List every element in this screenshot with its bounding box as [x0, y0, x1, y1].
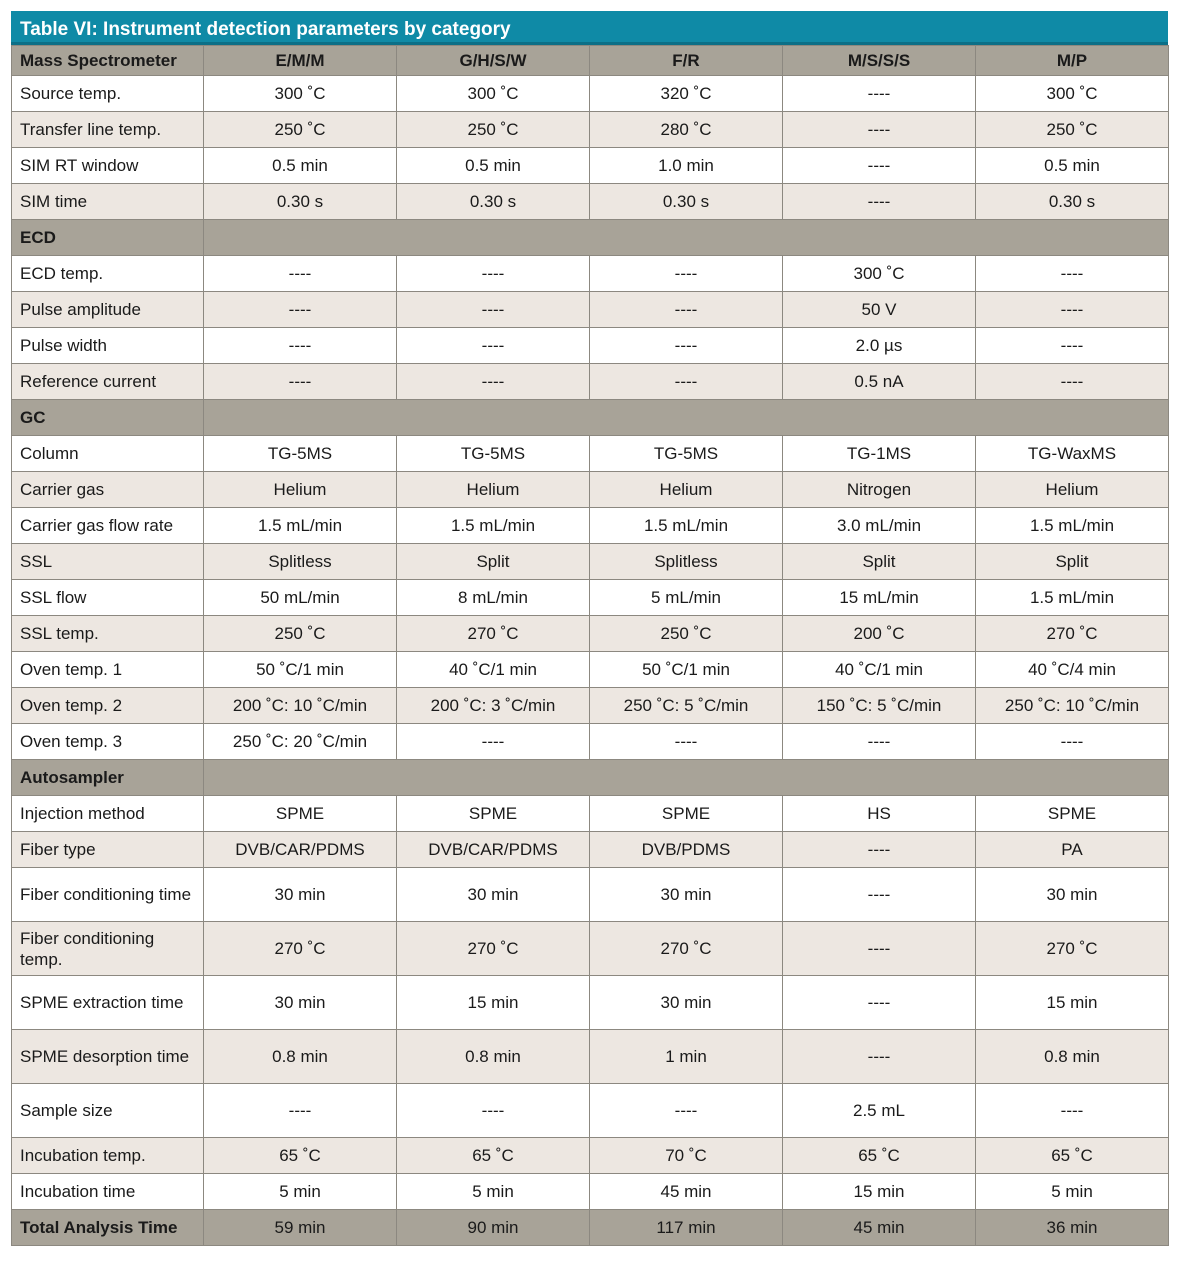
table-cell: ----: [590, 292, 783, 328]
table-row: [12, 76, 1169, 112]
table-cell: 90 min: [397, 1210, 590, 1246]
table-title: Table VI: Instrument detection parameters by category: [11, 11, 1168, 45]
table-cell: 2.0 µs: [783, 328, 976, 364]
table-cell: 30 min: [590, 868, 783, 922]
table-cell: Split: [976, 544, 1169, 580]
table-cell: ----: [397, 292, 590, 328]
table-cell: 40 ˚C/1 min: [397, 652, 590, 688]
table-cell: Helium: [397, 472, 590, 508]
section-label: ECD: [12, 220, 204, 256]
table-row: [12, 148, 1169, 184]
row-label: Pulse width: [12, 328, 204, 364]
table-cell: ----: [590, 1084, 783, 1138]
table-cell: 0.5 min: [204, 148, 397, 184]
table-row: [12, 328, 1169, 364]
row-label: Transfer line temp.: [12, 112, 204, 148]
table-cell: ----: [976, 364, 1169, 400]
row-label: Injection method: [12, 796, 204, 832]
table-row: [12, 922, 1169, 976]
table-cell: 1.5 mL/min: [976, 580, 1169, 616]
row-label: Oven temp. 1: [12, 652, 204, 688]
table-row: [12, 1084, 1169, 1138]
table-cell: Splitless: [590, 544, 783, 580]
table-cell: 1.5 mL/min: [590, 508, 783, 544]
table-cell: 36 min: [976, 1210, 1169, 1246]
section-fill: [204, 400, 1169, 436]
table-cell: 5 min: [204, 1174, 397, 1210]
table-cell: 270 ˚C: [590, 922, 783, 976]
table-cell: ----: [590, 364, 783, 400]
section-fill: [204, 760, 1169, 796]
table-cell: ----: [783, 832, 976, 868]
table-cell: DVB/CAR/PDMS: [204, 832, 397, 868]
table-cell: DVB/CAR/PDMS: [397, 832, 590, 868]
table-cell: 5 min: [976, 1174, 1169, 1210]
table-cell: DVB/PDMS: [590, 832, 783, 868]
table-cell: 250 ˚C: [397, 112, 590, 148]
table-cell: 270 ˚C: [397, 616, 590, 652]
table-cell: 300 ˚C: [976, 76, 1169, 112]
table-cell: TG-5MS: [204, 436, 397, 472]
table-cell: 2.5 mL: [783, 1084, 976, 1138]
table-cell: 0.30 s: [590, 184, 783, 220]
row-label: Fiber conditioning temp.: [12, 922, 204, 976]
table-cell: 8 mL/min: [397, 580, 590, 616]
table-cell: 1.5 mL/min: [976, 508, 1169, 544]
table-cell: 65 ˚C: [976, 1138, 1169, 1174]
table-row: [12, 436, 1169, 472]
total-row: [12, 1210, 1169, 1246]
table-cell: Split: [783, 544, 976, 580]
table-cell: 300 ˚C: [204, 76, 397, 112]
section-label: Autosampler: [12, 760, 204, 796]
table-cell: 250 ˚C: [204, 616, 397, 652]
table-cell: 0.30 s: [204, 184, 397, 220]
table-cell: 30 min: [590, 976, 783, 1030]
table-cell: TG-WaxMS: [976, 436, 1169, 472]
table-cell: 280 ˚C: [590, 112, 783, 148]
row-label: SSL: [12, 544, 204, 580]
row-label: Source temp.: [12, 76, 204, 112]
header-row: [12, 46, 1169, 76]
row-label: SPME desorption time: [12, 1030, 204, 1084]
table-cell: 0.5 nA: [783, 364, 976, 400]
table-row: [12, 256, 1169, 292]
table-cell: Nitrogen: [783, 472, 976, 508]
row-label: ECD temp.: [12, 256, 204, 292]
table-cell: 1 min: [590, 1030, 783, 1084]
table-row: [12, 724, 1169, 760]
table-cell: ----: [783, 76, 976, 112]
table-cell: 300 ˚C: [783, 256, 976, 292]
row-label: Oven temp. 3: [12, 724, 204, 760]
row-label: Column: [12, 436, 204, 472]
table-cell: 15 min: [783, 1174, 976, 1210]
row-label: SSL temp.: [12, 616, 204, 652]
table-cell: 270 ˚C: [976, 922, 1169, 976]
table-cell: ----: [204, 364, 397, 400]
table-cell: 250 ˚C: 20 ˚C/min: [204, 724, 397, 760]
table-cell: TG-1MS: [783, 436, 976, 472]
column-header: Mass Spectrometer: [12, 46, 204, 76]
table-body: [12, 46, 1169, 1246]
row-label: Pulse amplitude: [12, 292, 204, 328]
table-cell: ----: [397, 256, 590, 292]
table-cell: 250 ˚C: 10 ˚C/min: [976, 688, 1169, 724]
table-cell: ----: [204, 328, 397, 364]
table-row: [12, 652, 1169, 688]
table-cell: ----: [783, 1030, 976, 1084]
table-row: [12, 184, 1169, 220]
table-cell: ----: [590, 328, 783, 364]
table-cell: 40 ˚C/1 min: [783, 652, 976, 688]
table-cell: 5 min: [397, 1174, 590, 1210]
table-cell: 50 mL/min: [204, 580, 397, 616]
table-cell: 45 min: [783, 1210, 976, 1246]
table-cell: ----: [204, 256, 397, 292]
table-cell: Helium: [204, 472, 397, 508]
table-cell: 40 ˚C/4 min: [976, 652, 1169, 688]
row-label: Incubation temp.: [12, 1138, 204, 1174]
table-cell: 0.8 min: [204, 1030, 397, 1084]
table-cell: TG-5MS: [590, 436, 783, 472]
table-cell: 50 V: [783, 292, 976, 328]
table-cell: 270 ˚C: [976, 616, 1169, 652]
table-cell: TG-5MS: [397, 436, 590, 472]
table-cell: ----: [976, 328, 1169, 364]
table-row: [12, 508, 1169, 544]
table-row: [12, 1030, 1169, 1084]
row-label: Incubation time: [12, 1174, 204, 1210]
column-header: M/P: [976, 46, 1169, 76]
table-cell: ----: [783, 184, 976, 220]
table-cell: ----: [783, 724, 976, 760]
table-row: [12, 796, 1169, 832]
table-cell: Split: [397, 544, 590, 580]
table-cell: 15 min: [976, 976, 1169, 1030]
table-cell: ----: [976, 724, 1169, 760]
table-row: [12, 832, 1169, 868]
row-label: SIM RT window: [12, 148, 204, 184]
table-cell: 0.5 min: [976, 148, 1169, 184]
table-cell: 150 ˚C: 5 ˚C/min: [783, 688, 976, 724]
table-cell: 250 ˚C: 5 ˚C/min: [590, 688, 783, 724]
table-cell: 59 min: [204, 1210, 397, 1246]
table-cell: 200 ˚C: [783, 616, 976, 652]
column-header: G/H/S/W: [397, 46, 590, 76]
table-row: [12, 292, 1169, 328]
table-cell: ----: [976, 256, 1169, 292]
table-cell: 45 min: [590, 1174, 783, 1210]
table-cell: 70 ˚C: [590, 1138, 783, 1174]
table-cell: ----: [783, 148, 976, 184]
table-cell: 270 ˚C: [204, 922, 397, 976]
table-cell: SPME: [976, 796, 1169, 832]
table-cell: ----: [397, 1084, 590, 1138]
table-cell: ----: [783, 112, 976, 148]
section-row: [12, 400, 1169, 436]
row-label: SSL flow: [12, 580, 204, 616]
table-cell: Helium: [976, 472, 1169, 508]
table-cell: ----: [590, 256, 783, 292]
table-cell: ----: [204, 1084, 397, 1138]
table-row: [12, 868, 1169, 922]
table-cell: 300 ˚C: [397, 76, 590, 112]
table-cell: 3.0 mL/min: [783, 508, 976, 544]
table-cell: 65 ˚C: [397, 1138, 590, 1174]
table-cell: 15 mL/min: [783, 580, 976, 616]
table-cell: 65 ˚C: [204, 1138, 397, 1174]
parameters-table: [11, 45, 1169, 1246]
table-cell: HS: [783, 796, 976, 832]
row-label: Fiber type: [12, 832, 204, 868]
table-cell: ----: [590, 724, 783, 760]
row-label: SIM time: [12, 184, 204, 220]
column-header: F/R: [590, 46, 783, 76]
table-row: [12, 1174, 1169, 1210]
column-header: E/M/M: [204, 46, 397, 76]
row-label: Oven temp. 2: [12, 688, 204, 724]
table-cell: 250 ˚C: [204, 112, 397, 148]
table-cell: Splitless: [204, 544, 397, 580]
table-cell: ----: [397, 364, 590, 400]
table-container: [11, 11, 1168, 1246]
table-row: [12, 1138, 1169, 1174]
table-cell: 1.5 mL/min: [397, 508, 590, 544]
table-cell: 50 ˚C/1 min: [204, 652, 397, 688]
table-row: [12, 688, 1169, 724]
table-cell: 117 min: [590, 1210, 783, 1246]
table-cell: SPME: [397, 796, 590, 832]
table-cell: 0.30 s: [976, 184, 1169, 220]
table-cell: 5 mL/min: [590, 580, 783, 616]
row-label: Sample size: [12, 1084, 204, 1138]
row-label: Total Analysis Time: [12, 1210, 204, 1246]
table-cell: 30 min: [204, 976, 397, 1030]
row-label: Reference current: [12, 364, 204, 400]
table-row: [12, 472, 1169, 508]
table-row: [12, 616, 1169, 652]
table-row: [12, 112, 1169, 148]
section-fill: [204, 220, 1169, 256]
row-label: Carrier gas flow rate: [12, 508, 204, 544]
table-cell: 250 ˚C: [590, 616, 783, 652]
table-cell: 270 ˚C: [397, 922, 590, 976]
table-cell: 0.5 min: [397, 148, 590, 184]
table-cell: 0.30 s: [397, 184, 590, 220]
table-cell: 65 ˚C: [783, 1138, 976, 1174]
row-label: Fiber conditioning time: [12, 868, 204, 922]
table-cell: 200 ˚C: 3 ˚C/min: [397, 688, 590, 724]
table-cell: SPME: [590, 796, 783, 832]
table-cell: ----: [397, 724, 590, 760]
table-cell: 30 min: [976, 868, 1169, 922]
table-cell: 0.8 min: [976, 1030, 1169, 1084]
table-cell: SPME: [204, 796, 397, 832]
table-row: [12, 544, 1169, 580]
table-cell: 250 ˚C: [976, 112, 1169, 148]
section-row: [12, 220, 1169, 256]
row-label: SPME extraction time: [12, 976, 204, 1030]
table-cell: ----: [783, 922, 976, 976]
table-cell: PA: [976, 832, 1169, 868]
section-label: GC: [12, 400, 204, 436]
table-cell: 0.8 min: [397, 1030, 590, 1084]
table-cell: ----: [783, 868, 976, 922]
row-label: Carrier gas: [12, 472, 204, 508]
table-cell: 30 min: [397, 868, 590, 922]
table-cell: ----: [204, 292, 397, 328]
table-cell: 200 ˚C: 10 ˚C/min: [204, 688, 397, 724]
table-cell: 15 min: [397, 976, 590, 1030]
table-cell: 1.0 min: [590, 148, 783, 184]
table-row: [12, 580, 1169, 616]
table-cell: 1.5 mL/min: [204, 508, 397, 544]
column-header: M/S/S/S: [783, 46, 976, 76]
table-row: [12, 976, 1169, 1030]
table-cell: ----: [976, 1084, 1169, 1138]
table-cell: ----: [783, 976, 976, 1030]
table-row: [12, 364, 1169, 400]
table-cell: 50 ˚C/1 min: [590, 652, 783, 688]
table-cell: ----: [976, 292, 1169, 328]
section-row: [12, 760, 1169, 796]
table-cell: Helium: [590, 472, 783, 508]
table-cell: 30 min: [204, 868, 397, 922]
table-cell: 320 ˚C: [590, 76, 783, 112]
table-cell: ----: [397, 328, 590, 364]
